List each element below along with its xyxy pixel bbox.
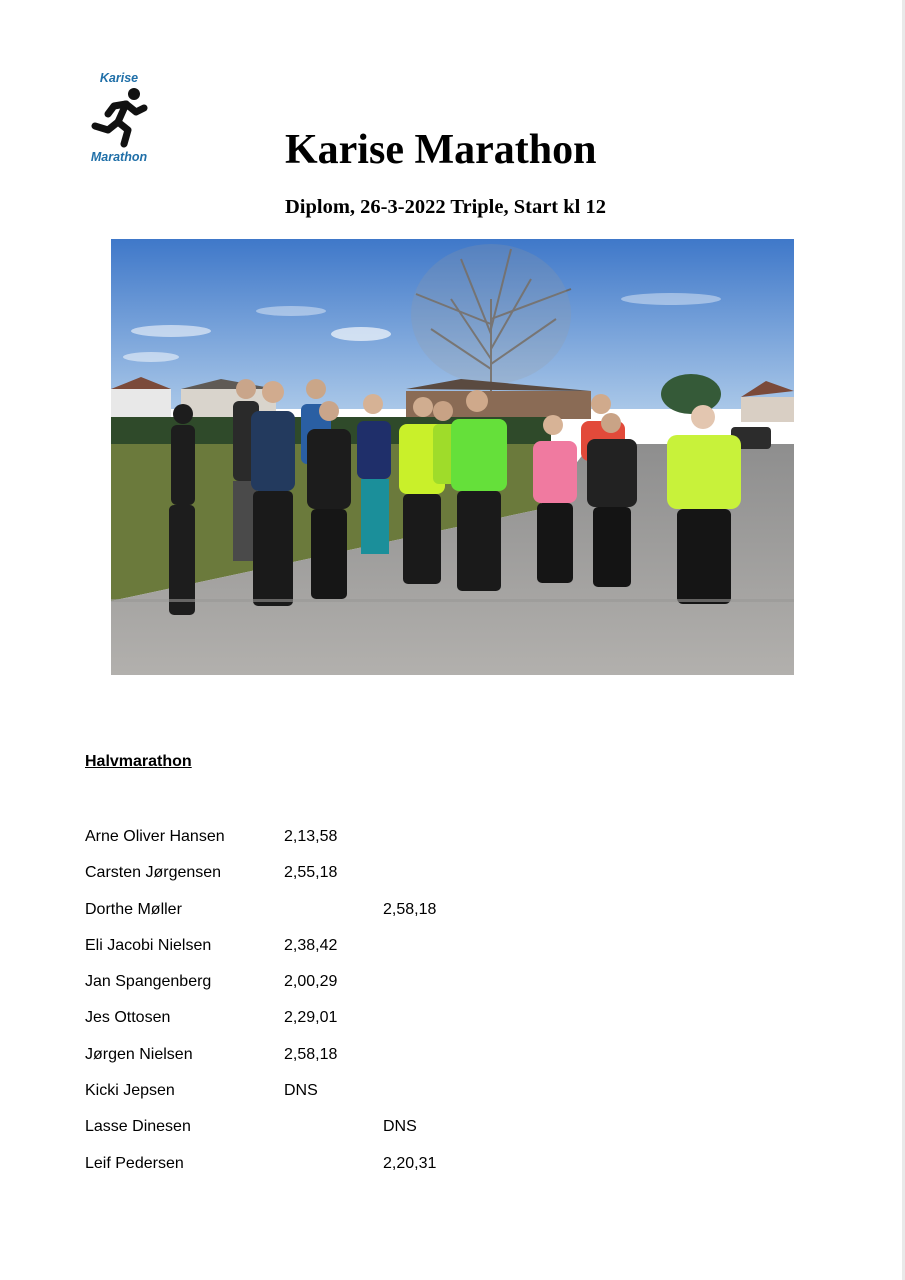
result-time-col1: 2,55,18 [284, 864, 338, 882]
result-time-col1: 2,00,29 [284, 973, 338, 991]
result-time-col1: DNS [284, 1082, 318, 1100]
result-time-col1: 2,29,01 [284, 1009, 338, 1027]
result-row [85, 969, 585, 1005]
result-row [85, 897, 585, 933]
result-time-col1: 2,38,42 [284, 936, 338, 954]
result-row [85, 1005, 585, 1041]
group-photo [111, 239, 794, 675]
runner-name: Eli Jacobi Nielsen [85, 936, 212, 954]
runner-name: Carsten Jørgensen [85, 864, 222, 882]
page-subtitle: Diplom, 26-3-2022 Triple, Start kl 12 [285, 196, 606, 218]
runner-name: Jan Spangenberg [85, 973, 212, 991]
runner-name: Kicki Jepsen [85, 1082, 175, 1100]
runner-name: Arne Oliver Hansen [85, 828, 225, 845]
runner-name: Lasse Dinesen [85, 1118, 191, 1136]
logo-bottom-text: Marathon [90, 150, 148, 164]
result-row [85, 860, 585, 896]
result-row [85, 933, 585, 969]
page-title: Karise Marathon [285, 127, 597, 173]
result-time-col1: 2,13,58 [284, 828, 338, 845]
logo-top-text: Karise [99, 71, 139, 85]
result-row [85, 824, 585, 860]
runner-name: Leif Pedersen [85, 1154, 184, 1172]
result-time-col2: 2,20,31 [383, 1154, 437, 1172]
running-person-icon [90, 86, 148, 148]
result-time-col2: DNS [383, 1118, 417, 1136]
results-list [85, 824, 585, 1187]
runner-name: Jørgen Nielsen [85, 1045, 193, 1063]
result-time-col2: 2,58,18 [383, 900, 437, 918]
result-row [85, 1042, 585, 1078]
runner-name: Dorthe Møller [85, 900, 182, 918]
section-heading-halvmarathon: Halvmarathon [85, 753, 192, 770]
result-row [85, 1114, 585, 1150]
result-time-col1: 2,58,18 [284, 1045, 338, 1063]
result-row [85, 1151, 585, 1187]
runner-name: Jes Ottosen [85, 1009, 171, 1027]
result-row [85, 1078, 585, 1114]
karise-marathon-logo [84, 70, 156, 166]
